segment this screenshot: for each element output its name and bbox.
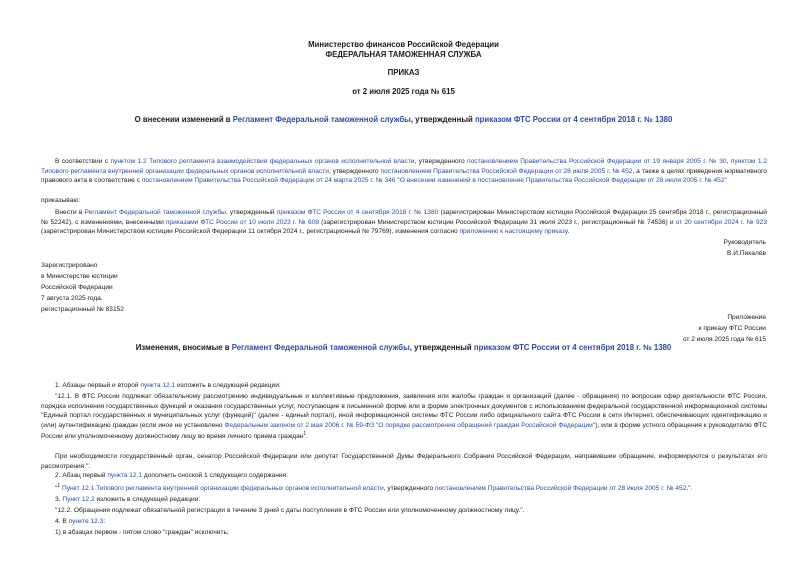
changes-title-link-order[interactable]: приказом ФТС России от 4 сентября 2018 г. № 1380 [473, 343, 672, 352]
link-decree-30[interactable]: постановлением Правительства Российской Федерации от 19 января 2005 г. № 30 [467, 158, 727, 165]
appendix-label: Приложение [727, 314, 766, 321]
registration-line: в Министерстве юстиции [41, 273, 118, 280]
change-2: 2. Абзац первый пункта 12.1 дополнить сноской 1 следующего содержания: [55, 472, 288, 479]
changes-title-link-reglament[interactable]: Регламент Федеральной таможенной службы [231, 343, 410, 352]
registration-line: 7 августа 2025 года, [41, 295, 103, 302]
changes-title: Изменения, вносимые в Регламент Федеральной таможенной службы, утвержденный приказом ФТС России от 4 сентября 2018 г. № 1380 [135, 343, 672, 352]
header-doc-type: ПРИКАЗ [387, 68, 420, 77]
appendix-date: от 2 июля 2025 года № 615 [682, 336, 766, 343]
registration-line: Зарегистрировано [41, 262, 98, 269]
link-federal-law-59[interactable]: Федеральным законом от 2 мая 2006 г. № 59-ФЗ "О порядке рассмотрения обращений граждан Российской Федерации" [224, 421, 596, 429]
link-order-1380[interactable]: приказом ФТС России от 4 сентября 2018 г. № 1380 [276, 209, 439, 216]
footnote-mark: 1 [57, 483, 61, 489]
quote-12-2: "12.2. Обращения подлежат обязательной регистрации в течение 3 дней с даты поступления в ФТС России или уполномоченному должностному лицу.". [55, 507, 525, 514]
link-reglament[interactable]: Регламент Федеральной таможенной службы [84, 209, 226, 216]
link-point-12-2[interactable]: Пункт 12.2 [62, 496, 95, 503]
footnote-mark: 1 [303, 431, 307, 438]
order-word: приказываю: [41, 197, 81, 204]
quote-12-1-second: При необходимости государственный орган, сенатор Российской Федерации или депутат Государственной Думы Федерального Собрания Российской Федерации, направившие обращение, информируются о результатах его рассмотрения.". [41, 453, 767, 470]
title-link-order[interactable]: приказом ФТС России от 4 сентября 2018 г. № 1380 [474, 115, 673, 124]
link-point-12-1-typical[interactable]: Пункт 12.1 Типового регламента внутренней организации федеральных органов исполнительной власти [61, 485, 384, 493]
quote-footnote: "$^1$ Пункт 12.1 Типового регламента внутренней организации федеральных органов исполнительной власти, утвержденного постановлением Правительства Российской Федерации от 28 июля 2005 г. № 452.". [55, 483, 693, 493]
link-typical-reglament-interaction[interactable]: пунктом 1.2 Типового регламента взаимодействия федеральных органов исполнительной власти [110, 158, 415, 165]
change-4-item-1: 1) в абзацах первом - пятом слово "граждан" исключить; [55, 529, 229, 536]
link-point-12-3[interactable]: пункте 12.3 [68, 518, 104, 525]
title-link-reglament[interactable]: Регламент Федеральной таможенной службы [232, 115, 411, 124]
change-4: 4. В пункте 12.3: [55, 518, 106, 525]
link-point-12-1[interactable]: пункта 12.1 [140, 382, 176, 389]
quote-12-1: "12.1. В ФТС России подлежат обязательному рассмотрению индивидуальные и коллективные предложения, заявления или жалобы граждан и организаций (далее - обращения) по вопросам сфер деятельности ФТС России, порядка исполнения государственных функций и оказания государственных услуг, поступающие в письменной форме или в форме электронных документов с использованием федеральной государственной информационной системы "Единый портал государственных и муниципальных услуг (функций)" (далее - единый портал), иной информационной системы ФТС России либо официального сайта ФТС России в сети Интернет, обеспечивающих идентификацию и (или) аутентификацию граждан (если иное не установлено Федеральным законом от 2 мая 2006 г. № 59-ФЗ "О порядке рассмотрения обращений граждан Российской Федерации"), или в форме устного обращения к руководителю ФТС России или уполномоченному должностному лицу во время личного приема граждан$^1$. [41, 393, 768, 441]
title-text: О внесении изменений в [134, 115, 233, 124]
registration-line: регистрационный № 83152 [41, 306, 124, 313]
link-decree-452[interactable]: постановлением Правительства Российской Федерации от 28 июля 2005 г. № 452 [380, 167, 633, 175]
header-service: ФЕДЕРАЛЬНАЯ ТАМОЖЕННАЯ СЛУЖБА [325, 50, 482, 59]
preamble-paragraph: В соответствии с пунктом 1.2 Типового регламента взаимодействия федеральных органов исполнительной власти, утвержденного постановлением Правительства Российской Федерации от 19 января 2005 г. № 30, пунктом 1.2 Типового регламента внутренней организации федеральных органов исполнительной власти, утвержденного постановлением Правительства Российской Федерации от 28 июля 2005 г. № 452, а также в целях приведения нормативного правового акта в соответствие с постановлением Правительства Российской Федерации от 24 марта 2025 г. № 346 "О внесении изменений в постановление Правительства Российской Федерации от 28 июля 2005 г. № 452" [41, 158, 767, 185]
header-date-number: от 2 июля 2025 года № 615 [352, 87, 455, 96]
change-3: 3. Пункт 12.2 изложить в следующей редакции: [55, 496, 201, 503]
signature-role: Руководитель [723, 239, 766, 246]
title-text: , утвержденный [410, 115, 475, 124]
appendix-to-order: к приказу ФТС России [698, 325, 766, 332]
link-decree-452[interactable]: постановлением Правительства Российской Федерации от 28 июля 2005 г. № 452 [435, 485, 687, 493]
link-point-12-1[interactable]: пункта 12.1 [107, 472, 143, 479]
header-ministry: Министерство финансов Российской Федерации [308, 40, 499, 49]
link-appendix[interactable]: приложению к настоящему приказу [459, 228, 568, 236]
link-typical-reglament-internal[interactable]: пунктом 1.2 Типового регламента внутренней организации федеральных органов исполнительной власти [41, 158, 767, 175]
change-1: 1. Абзацы первый и второй пункта 12.1 изложить в следующей редакции: [55, 382, 281, 389]
document-title [0, 115, 807, 125]
registration-line: Российской Федерации [41, 284, 113, 291]
signature-name: В.И.Пикалёв [727, 250, 766, 257]
link-order-923[interactable]: от 20 сентября 2024 г. № 923 [675, 218, 767, 226]
link-order-608[interactable]: приказами ФТС России от 10 июля 2023 г. № 608 [165, 218, 320, 226]
item-1-paragraph: Внести в Регламент Федеральной таможенной службы, утвержденный приказом ФТС России от 4 сентября 2018 г. № 1380 (зарегистрирован Министерством юстиции Российской Федерации 25 сентября 2018 г., регистрационный № 52242), с изменениями, внесенными приказами ФТС России от 10 июля 2023 г. № 608 (зарегистрирован Министерством юстиции Российской Федерации 31 июля 2023 г., регистрационный № 74536) и от 20 сентября 2024 г. № 923 (зарегистрирован Министерством юстиции Российской Федерации 11 октября 2024 г., регистрационный № 79769), изменения согласно приложению к настоящему приказу. [41, 209, 767, 236]
link-decree-346[interactable]: постановлением Правительства Российской Федерации от 24 марта 2025 г. № 346 "О внесении изменений в постановление Правительства Российской Федерации от 28 июля 2005 г. № 452" [141, 177, 727, 185]
